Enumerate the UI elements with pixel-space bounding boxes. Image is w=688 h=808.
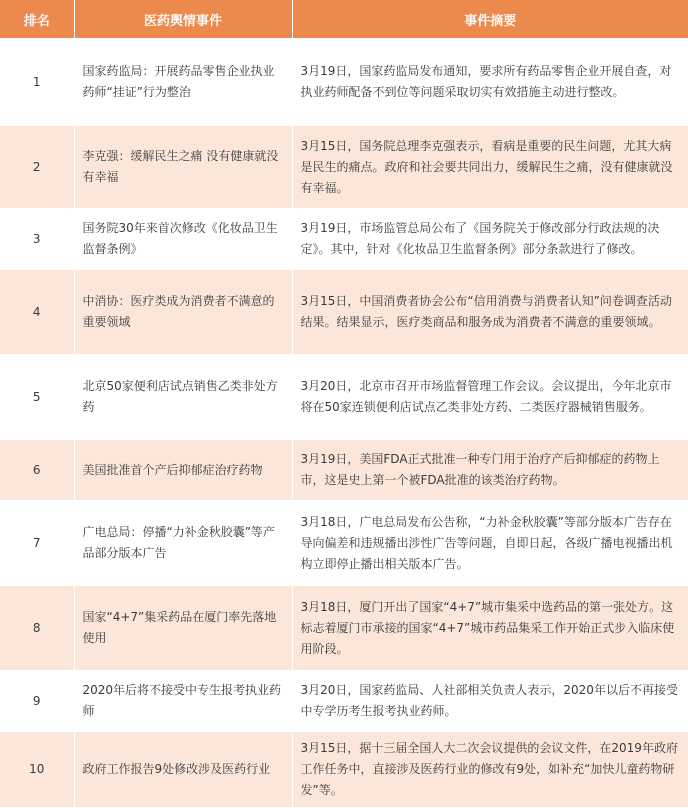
event-cell: 李克强：缓解民生之痛 没有健康就没有幸福	[74, 125, 292, 209]
table-row	[0, 125, 688, 209]
header-rank: 排名	[0, 0, 74, 39]
rank-cell: 8	[0, 585, 74, 671]
rank-cell: 6	[0, 439, 74, 501]
header-summary: 事件摘要	[292, 0, 688, 39]
summary-cell: 3月19日，美国FDA正式批准一种专门用于治疗产后抑郁症的药物上市，这是史上第一个被FDA批准的该类治疗药物。	[292, 439, 688, 501]
table-row	[0, 671, 688, 731]
table-header-row	[0, 0, 688, 39]
rank-cell: 4	[0, 269, 74, 355]
event-cell: 北京50家便利店试点销售乙类非处方药	[74, 355, 292, 439]
rank-cell: 10	[0, 731, 74, 808]
rank-cell: 9	[0, 671, 74, 731]
summary-cell: 3月20日，国家药监局、人社部相关负责人表示，2020年以后不再接受中专学历考生报考执业药师。	[292, 671, 688, 731]
table-row	[0, 501, 688, 585]
event-cell: 广电总局：停播“力补金秋胶囊”等产品部分版本广告	[74, 501, 292, 585]
rank-cell: 2	[0, 125, 74, 209]
table-row	[0, 439, 688, 501]
table-row	[0, 731, 688, 808]
summary-cell: 3月19日，国家药监局发布通知，要求所有药品零售企业开展自查，对执业药师配备不到位等问题采取切实有效措施主动进行整改。	[292, 39, 688, 125]
table-row	[0, 209, 688, 269]
summary-cell: 3月18日，广电总局发布公告称，“力补金秋胶囊”等部分版本广告存在导向偏差和违规播出涉性广告等问题，自即日起，各级广播电视播出机构立即停止播出相关版本广告。	[292, 501, 688, 585]
summary-cell: 3月20日，北京市召开市场监督管理工作会议。会议提出，今年北京市将在50家连锁便利店试点乙类非处方药、二类医疗器械销售服务。	[292, 355, 688, 439]
summary-cell: 3月19日，市场监管总局公布了《国务院关于修改部分行政法规的决定》。其中，针对《化妆品卫生监督条例》部分条款进行了修改。	[292, 209, 688, 269]
table-row	[0, 355, 688, 439]
rank-cell: 7	[0, 501, 74, 585]
rank-cell: 3	[0, 209, 74, 269]
rank-cell: 1	[0, 39, 74, 125]
summary-cell: 3月15日，国务院总理李克强表示，看病是重要的民生问题，尤其大病是民生的痛点。政府和社会要共同出力，缓解民生之痛，没有健康就没有幸福。	[292, 125, 688, 209]
summary-cell: 3月15日，中国消费者协会公布“信用消费与消费者认知”问卷调查活动结果。结果显示，医疗类商品和服务成为消费者不满意的重要领域。	[292, 269, 688, 355]
header-event: 医药舆情事件	[74, 0, 292, 39]
event-cell: 美国批准首个产后抑郁症治疗药物	[74, 439, 292, 501]
event-cell: 2020年后将不接受中专生报考执业药师	[74, 671, 292, 731]
table-row	[0, 39, 688, 125]
summary-cell: 3月15日，据十三届全国人大二次会议提供的会议文件，在2019年政府工作任务中，直接涉及医药行业的修改有9处，如补充“加快儿童药物研发”等。	[292, 731, 688, 808]
event-cell: 国家“4+7”集采药品在厦门率先落地使用	[74, 585, 292, 671]
event-cell: 国家药监局：开展药品零售企业执业药师“挂证”行为整治	[74, 39, 292, 125]
event-cell: 政府工作报告9处修改涉及医药行业	[74, 731, 292, 808]
event-cell: 国务院30年来首次修改《化妆品卫生监督条例》	[74, 209, 292, 269]
table-row	[0, 585, 688, 671]
summary-cell: 3月18日，厦门开出了国家“4+7”城市集采中选药品的第一张处方。这标志着厦门市承接的国家“4+7”城市药品集采工作开始正式步入临床使用阶段。	[292, 585, 688, 671]
rank-cell: 5	[0, 355, 74, 439]
table-row	[0, 269, 688, 355]
event-cell: 中消协：医疗类成为消费者不满意的重要领域	[74, 269, 292, 355]
